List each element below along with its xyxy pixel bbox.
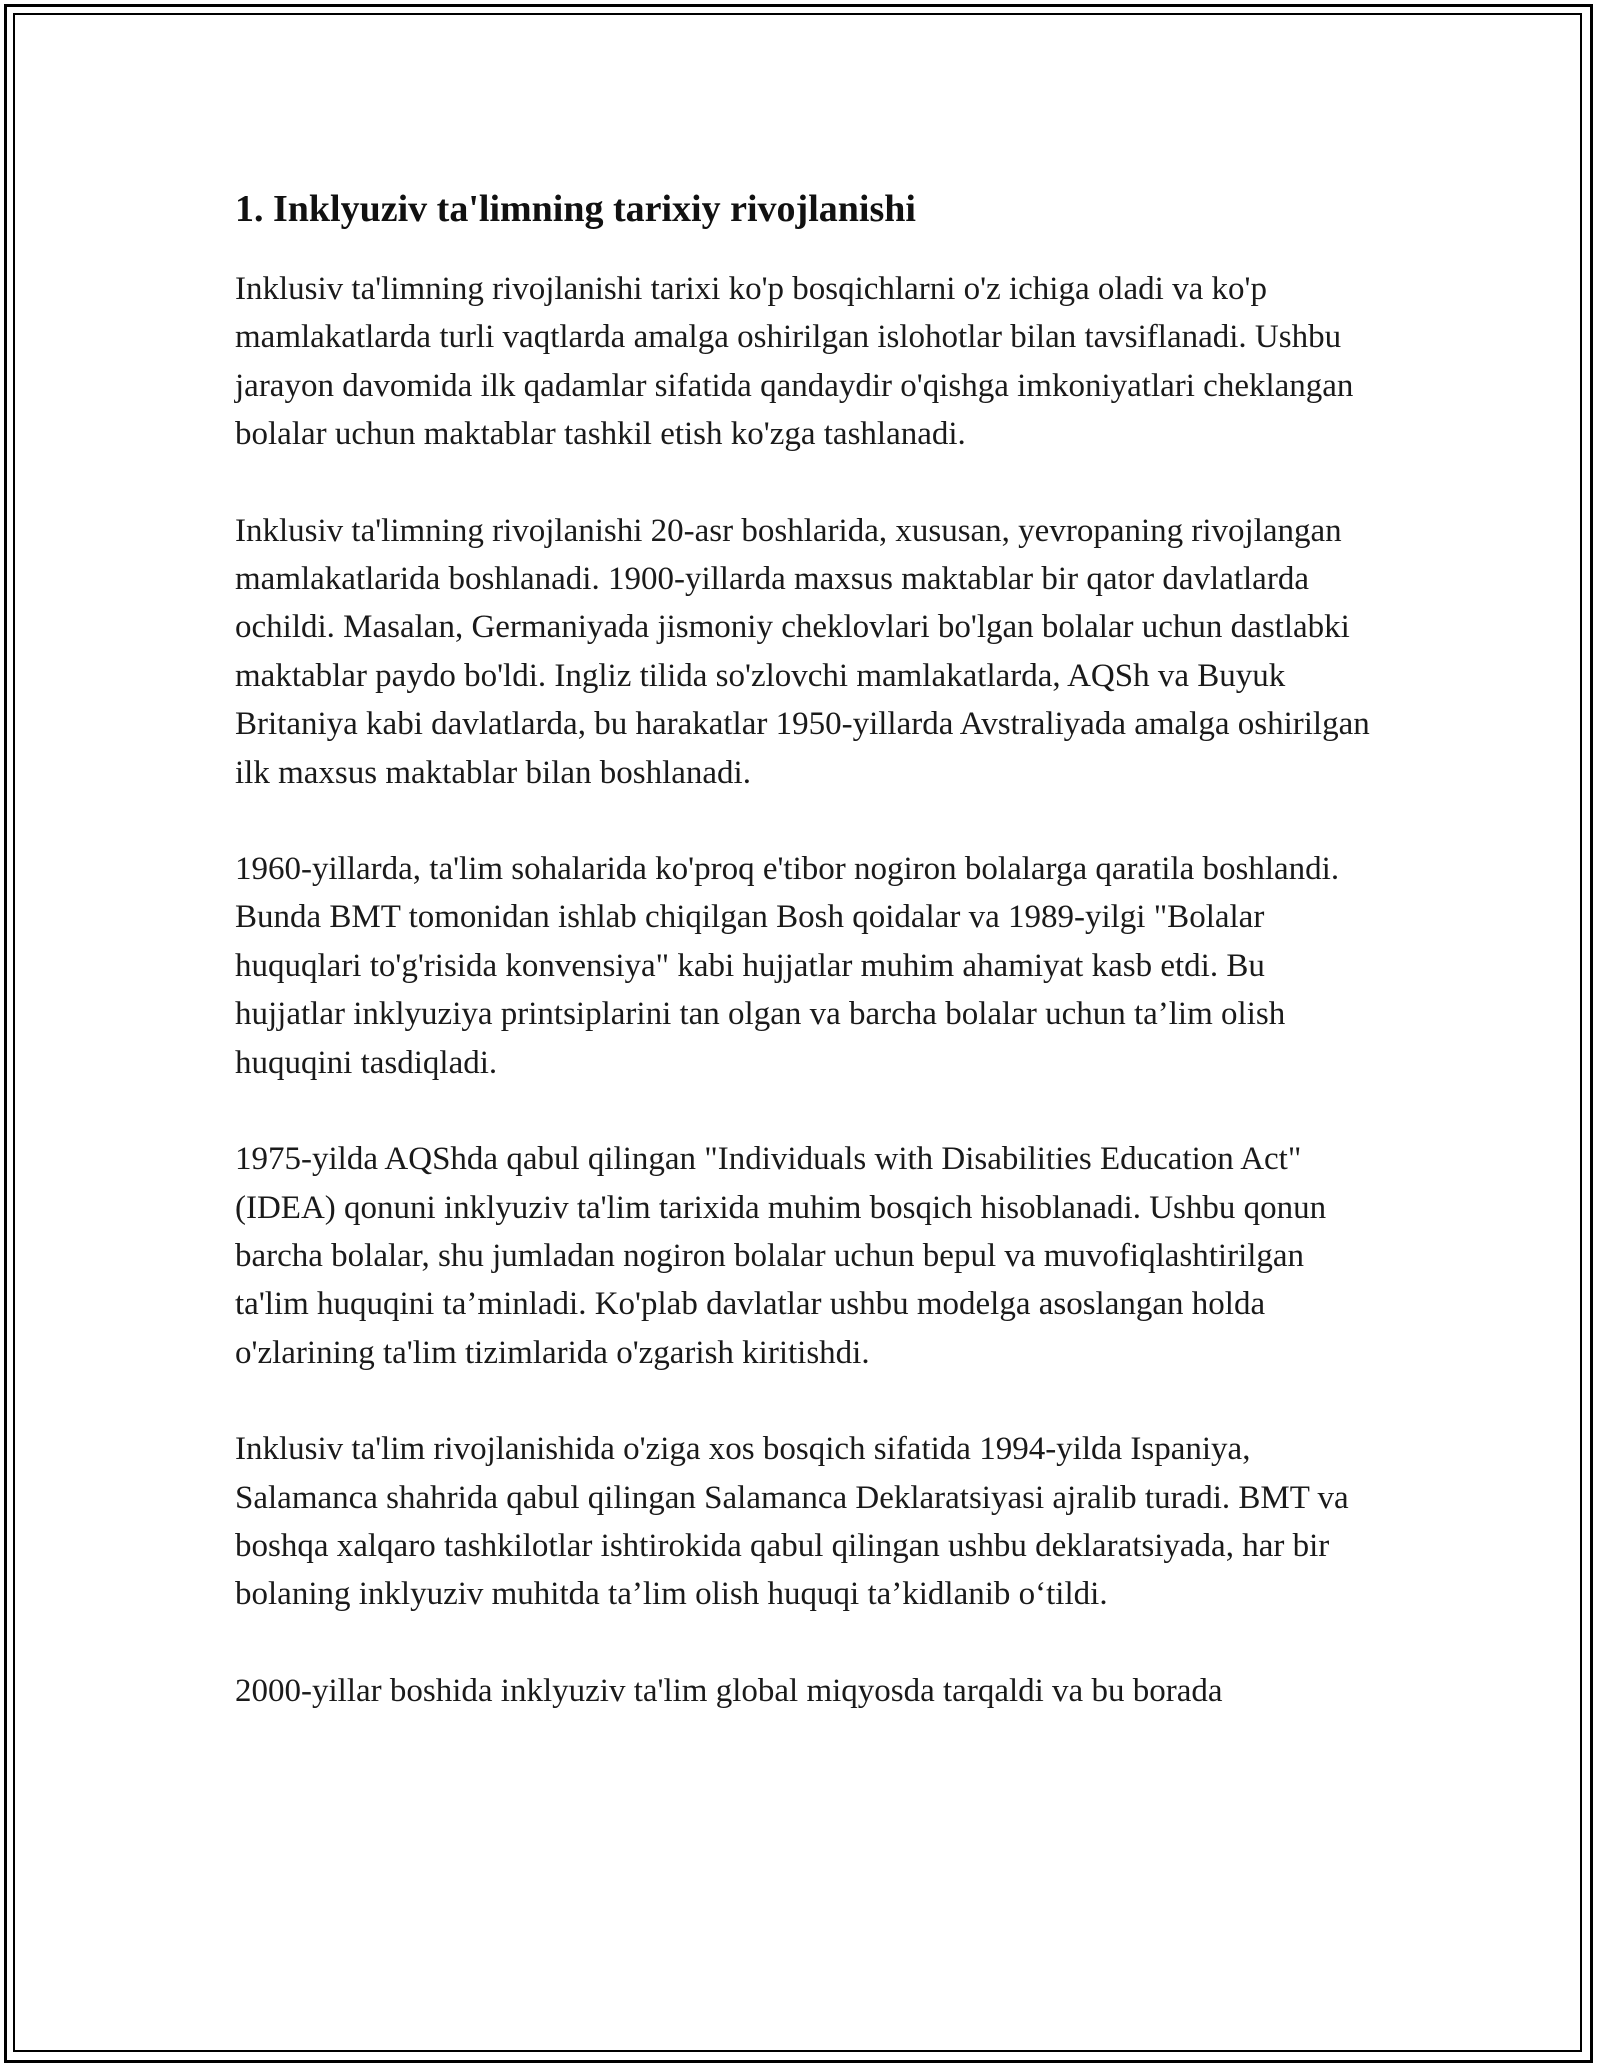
paragraph-2: Inklusiv ta'limning rivojlanishi 20-asr boshlarida, xususan, yevropaning rivojlangan mamlakatlarida boshlanadi. 1900-yillarda maxsus maktablar bir qator davlatlarda ochildi. Masalan, Germaniyada jismoniy cheklovlari bo'lgan bolalar uchun dastlabki maktablar paydo bo'ldi. Ingliz tilida so'zlovchi mamlakatlarda, AQSh va Buyuk Britaniya kabi davlatlarda, bu harakatlar 1950-yillarda Avstraliyada amalga oshirilgan ilk maxsus maktablar bilan boshlanadi.: [235, 512, 1370, 791]
paragraph-5: Inklusiv ta'lim rivojlanishida o'ziga xos bosqich sifatida 1994-yilda Ispaniya, Salamanca shahrida qabul qilingan Salamanca Deklaratsiyasi ajralib turadi. BMT va boshqa xalqaro tashkilotlar ishtirokida qabul qilingan ushbu deklaratsiyada, har bir bolaning inklyuziv muhitda ta’lim olish huquqi ta’kidlanib o‘tildi.: [235, 1431, 1349, 1613]
paragraph-3: 1960-yillarda, ta'lim sohalarida ko'proq e'tibor nogiron bolalarga qaratila boshlandi. Bunda BMT tomonidan ishlab chiqilgan Bosh qoidalar va 1989-yilgi "Bolalar huquqlari to'g'risida konvensiya" kabi hujjatlar muhim ahamiyat kasb etdi. Bu hujjatlar inklyuziya printsiplarini tan olgan va barcha bolalar uchun ta’lim olish huquqini tasdiqladi.: [235, 851, 1340, 1081]
document-body: [235, 185, 1370, 1763]
paragraph-6: 2000-yillar boshida inklyuziv ta'lim global miqyosda tarqaldi va bu borada: [235, 1672, 1223, 1709]
paragraph-4: 1975-yilda AQShda qabul qilingan "Individuals with Disabilities Education Act" (IDEA) qonuni inklyuziv ta'lim tarixida muhim bosqich hisoblanadi. Ushbu qonun barcha bolalar, shu jumladan nogiron bolalar uchun bepul va muvofiqlashtirilgan ta'lim huquqini ta’minladi. Ko'plab davlatlar ushbu modelga asoslangan holda o'zlarining ta'lim tizimlarida o'zgarish kiritishdi.: [235, 1141, 1327, 1371]
section-heading: 1. Inklyuziv ta'limning tarixiy rivojlanishi: [235, 188, 916, 230]
paragraph-1: Inklusiv ta'limning rivojlanishi tarixi ko'p bosqichlarni o'z ichiga oladi va ko'p mamlakatlarda turli vaqtlarda amalga oshirilgan islohotlar bilan tavsiflanadi. Ushbu jarayon davomida ilk qadamlar sifatida qandaydir o'qishga imkoniyatlari cheklangan bolalar uchun maktablar tashkil etish ko'zga tashlanadi.: [235, 271, 1354, 453]
